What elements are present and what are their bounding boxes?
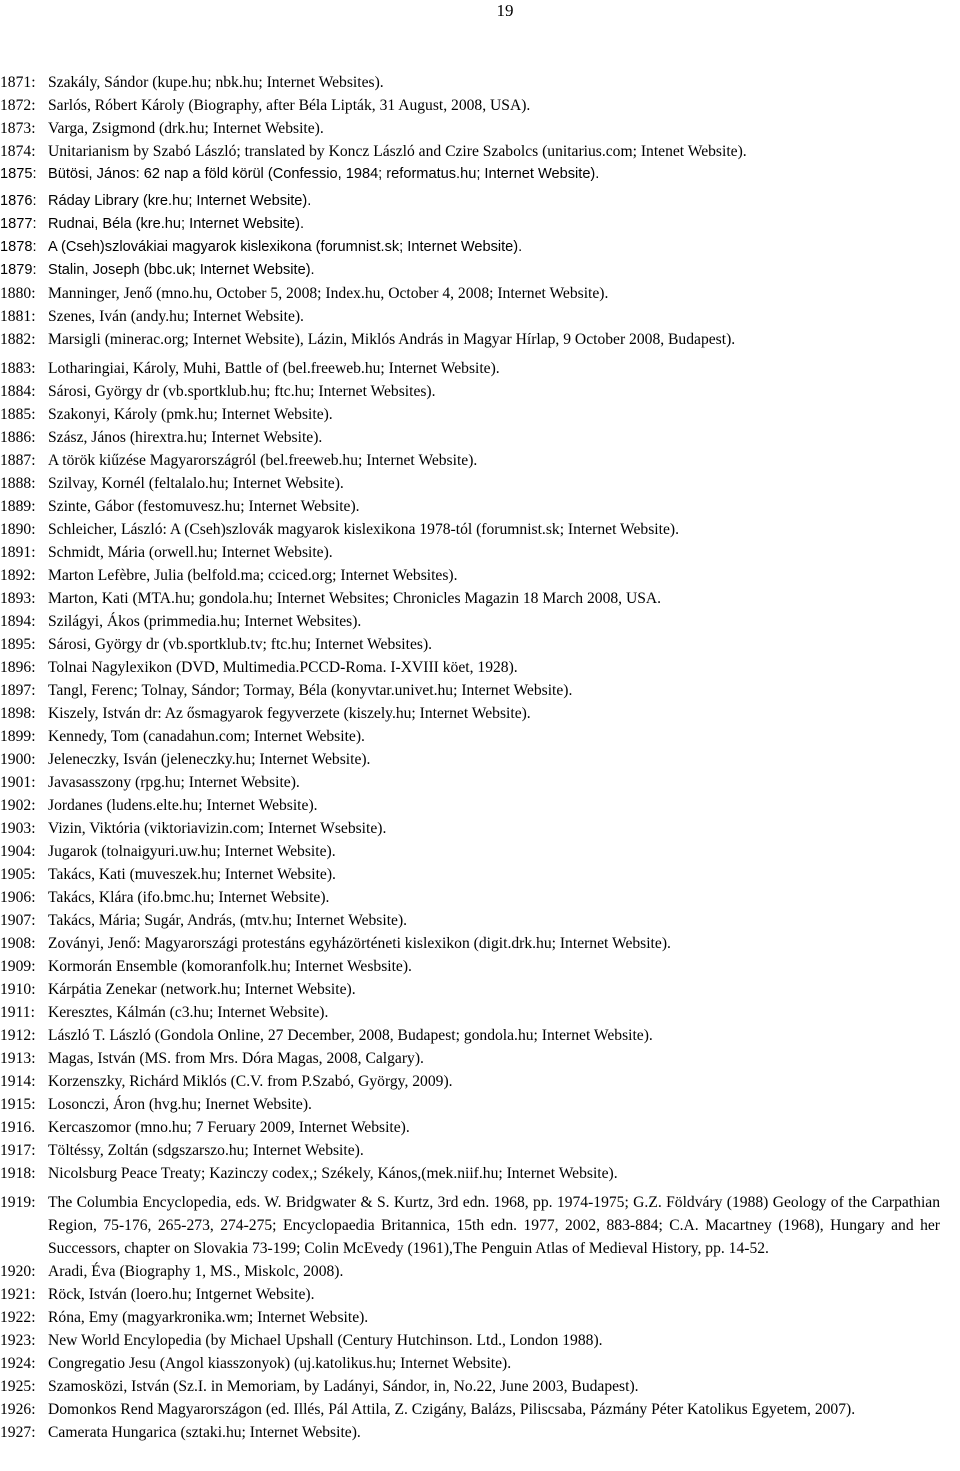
entry-number: 1917: xyxy=(0,1142,36,1159)
reference-entry xyxy=(0,771,940,794)
reference-entry xyxy=(0,1162,940,1185)
reference-list xyxy=(0,71,940,1444)
reference-entry xyxy=(0,610,940,633)
entry-number: 1909: xyxy=(0,958,36,975)
entry-number: 1887: xyxy=(0,452,36,469)
entry-text: Vizin, Viktória (viktoriavizin.com; Internet Wsebsite). xyxy=(48,820,387,837)
entry-text: Kárpátia Zenekar (network.hu; Internet Website). xyxy=(48,981,356,998)
entry-text: Magas, István (MS. from Mrs. Dóra Magas, 2008, Calgary). xyxy=(48,1050,424,1067)
entry-text: Kiszely, István dr: Az ősmagyarok fegyverzete (kiszely.hu; Internet Website). xyxy=(48,705,531,722)
reference-entry xyxy=(0,259,940,282)
entry-text: Javasasszony (rpg.hu; Internet Website). xyxy=(48,774,300,791)
entry-number: 1908: xyxy=(0,935,36,952)
entry-number: 1912: xyxy=(0,1027,36,1044)
reference-entry xyxy=(0,1283,940,1306)
entry-number: 1895: xyxy=(0,636,36,653)
reference-entry xyxy=(0,817,940,840)
reference-entry xyxy=(0,955,940,978)
entry-text: László T. László (Gondola Online, 27 December, 2008, Budapest; gondola.hu; Internet Website). xyxy=(48,1027,653,1044)
entry-text: Szilágyi, Ákos (primmedia.hu; Internet Websites). xyxy=(48,613,362,630)
entry-text: A török kiűzése Magyarországról (bel.freeweb.hu; Internet Website). xyxy=(48,452,478,469)
entry-text: Kercaszomor (mno.hu; 7 Feruary 2009, Internet Website). xyxy=(48,1119,410,1136)
reference-entry xyxy=(0,656,940,679)
entry-text: Lotharingiai, Károly, Muhi, Battle of (bel.freeweb.hu; Internet Website). xyxy=(48,360,500,377)
entry-number: 1876: xyxy=(0,193,37,209)
reference-entry xyxy=(0,1352,940,1375)
reference-entry xyxy=(0,1024,940,1047)
reference-entry xyxy=(0,633,940,656)
entry-text: Sarlós, Róbert Károly (Biography, after Béla Lipták, 31 August, 2008, USA). xyxy=(48,97,531,114)
reference-entry xyxy=(0,1260,940,1283)
entry-text: Sárosi, György dr (vb.sportklub.tv; ftc.hu; Internet Websites). xyxy=(48,636,433,653)
entry-number: 1918: xyxy=(0,1165,36,1182)
reference-entry xyxy=(0,840,940,863)
entry-text: Unitarianism by Szabó László; translated by Koncz László and Czire Szabolcs (unitarius.com; Intenet Website). xyxy=(48,143,747,160)
entry-text: Szilvay, Kornél (feltalalo.hu; Internet Website). xyxy=(48,475,344,492)
reference-entry xyxy=(0,94,940,117)
entry-text: New World Encylopedia (by Michael Upshall (Century Hutchinson. Ltd., London 1988). xyxy=(48,1332,603,1349)
entry-number: 1923: xyxy=(0,1332,36,1349)
entry-number: 1879: xyxy=(0,262,37,278)
entry-number: 1878: xyxy=(0,239,37,255)
entry-number: 1924: xyxy=(0,1355,36,1372)
entry-text: Szakály, Sándor (kupe.hu; nbk.hu; Internet Websites). xyxy=(48,74,384,91)
entry-number: 1919: xyxy=(0,1194,36,1211)
reference-entry xyxy=(0,140,940,163)
reference-entry xyxy=(0,1191,940,1260)
reference-entry xyxy=(0,725,940,748)
reference-entry xyxy=(0,1047,940,1070)
entry-text: Röck, István (loero.hu; Intgernet Website). xyxy=(48,1286,315,1303)
reference-entry xyxy=(0,426,940,449)
entry-number: 1883: xyxy=(0,360,36,377)
reference-entry xyxy=(0,213,940,236)
entry-text: Losonczi, Áron (hvg.hu; Inernet Website). xyxy=(48,1096,312,1113)
reference-entry xyxy=(0,886,940,909)
entry-number: 1907: xyxy=(0,912,36,929)
entry-number: 1881: xyxy=(0,308,36,325)
entry-number: 1916. xyxy=(0,1119,36,1136)
entry-number: 1914: xyxy=(0,1073,36,1090)
entry-text: Korzenszky, Richárd Miklós (C.V. from P.Szabó, György, 2009). xyxy=(48,1073,453,1090)
entry-number: 1903: xyxy=(0,820,36,837)
entry-number: 1885: xyxy=(0,406,36,423)
entry-text: Marton, Kati (MTA.hu; gondola.hu; Internet Websites; Chronicles Magazin 18 March 2008, USA. xyxy=(48,590,662,607)
reference-entry xyxy=(0,909,940,932)
reference-entry xyxy=(0,1070,940,1093)
entry-number: 1874: xyxy=(0,143,36,160)
entry-text: Stalin, Joseph (bbc.uk; Internet Website). xyxy=(48,262,315,278)
entry-number: 1890: xyxy=(0,521,36,538)
entry-text: Marsigli (minerac.org; Internet Website), Lázin, Miklós András in Magyar Hírlap, 9 October 2008, Budapest). xyxy=(48,331,736,348)
entry-number: 1921: xyxy=(0,1286,36,1303)
entry-number: 1877: xyxy=(0,216,37,232)
entry-text: Kennedy, Tom (canadahun.com; Internet Website). xyxy=(48,728,365,745)
entry-text: Töltéssy, Zoltán (sdgszarszo.hu; Internet Website). xyxy=(48,1142,364,1159)
entry-text: Takács, Mária; Sugár, András, (mtv.hu; Internet Website). xyxy=(48,912,408,929)
entry-text: Jordanes (ludens.elte.hu; Internet Website). xyxy=(48,797,318,814)
reference-entry xyxy=(0,1116,940,1139)
reference-entry xyxy=(0,305,940,328)
reference-entry xyxy=(0,863,940,886)
entry-text: Zoványi, Jenő: Magyarországi protestáns egyházörténeti kislexikon (digit.drk.hu; Internet Website). xyxy=(48,935,671,952)
entry-text: Jeleneczky, Isván (jeleneczky.hu; Internet Website). xyxy=(48,751,371,768)
entry-number: 1902: xyxy=(0,797,36,814)
entry-number: 1872: xyxy=(0,97,36,114)
entry-number: 1896: xyxy=(0,659,36,676)
reference-entry xyxy=(0,357,940,380)
reference-entry xyxy=(0,328,940,351)
entry-text: Varga, Zsigmond (drk.hu; Internet Website). xyxy=(48,120,324,137)
entry-number: 1888: xyxy=(0,475,36,492)
entry-number: 1905: xyxy=(0,866,36,883)
entry-number: 1873: xyxy=(0,120,36,137)
entry-text: Szamosközi, István (Sz.I. in Memoriam, by Ladányi, Sándor, in, No.22, June 2003, Budapest). xyxy=(48,1378,639,1395)
reference-entry xyxy=(0,932,940,955)
reference-entry xyxy=(0,1306,940,1329)
reference-entry xyxy=(0,1398,940,1421)
entry-number: 1893: xyxy=(0,590,36,607)
entry-number: 1904: xyxy=(0,843,36,860)
entry-text: Róna, Emy (magyarkronika.wm; Internet Website). xyxy=(48,1309,369,1326)
reference-entry xyxy=(0,1329,940,1352)
entry-text: Manninger, Jenő (mno.hu, October 5, 2008; Index.hu, October 4, 2008; Internet Website). xyxy=(48,285,609,302)
entry-text: Kormorán Ensemble (komoranfolk.hu; Internet Wesbsite). xyxy=(48,958,412,975)
entry-text: Camerata Hungarica (sztaki.hu; Internet Website). xyxy=(48,1424,361,1441)
entry-text: Aradi, Éva (Biography 1, MS., Miskolc, 2008). xyxy=(48,1263,344,1280)
reference-entry xyxy=(0,117,940,140)
entry-text: Keresztes, Kálmán (c3.hu; Internet Website). xyxy=(48,1004,329,1021)
reference-entry xyxy=(0,518,940,541)
entry-number: 1898: xyxy=(0,705,36,722)
entry-number: 1906: xyxy=(0,889,36,906)
entry-number: 1886: xyxy=(0,429,36,446)
entry-number: 1910: xyxy=(0,981,36,998)
entry-number: 1880: xyxy=(0,285,36,302)
entry-text: Rudnai, Béla (kre.hu; Internet Website). xyxy=(48,216,305,232)
entry-text: Tolnai Nagylexikon (DVD, Multimedia.PCCD-Roma. I-XVIII köet, 1928). xyxy=(48,659,518,676)
entry-number: 1925: xyxy=(0,1378,36,1395)
reference-entry xyxy=(0,163,940,186)
entry-number: 1915: xyxy=(0,1096,36,1113)
entry-number: 1897: xyxy=(0,682,36,699)
reference-entry xyxy=(0,748,940,771)
entry-text: Szakonyi, Károly (pmk.hu; Internet Website). xyxy=(48,406,333,423)
reference-entry xyxy=(0,495,940,518)
entry-text: Takács, Klára (ifo.bmc.hu; Internet Website). xyxy=(48,889,330,906)
entry-text: Takács, Kati (muveszek.hu; Internet Website). xyxy=(48,866,336,883)
reference-entry xyxy=(0,449,940,472)
entry-text: Jugarok (tolnaigyuri.uw.hu; Internet Website). xyxy=(48,843,336,860)
entry-text: Sárosi, György dr (vb.sportklub.hu; ftc.hu; Internet Websites). xyxy=(48,383,436,400)
entry-number: 1911: xyxy=(0,1004,35,1021)
entry-number: 1894: xyxy=(0,613,36,630)
reference-entry xyxy=(0,1421,940,1444)
entry-number: 1891: xyxy=(0,544,36,561)
reference-entry xyxy=(0,282,940,305)
entry-text: Schleicher, László: A (Cseh)szlovák magyarok kislexikona 1978-tól (forumnist.sk; Internet Website). xyxy=(48,521,679,538)
entry-number: 1922: xyxy=(0,1309,36,1326)
entry-text: Marton Lefèbre, Julia (belfold.ma; cciced.org; Internet Websites). xyxy=(48,567,458,584)
entry-text: Szász, János (hirextra.hu; Internet Website). xyxy=(48,429,323,446)
reference-entry xyxy=(0,236,940,259)
entry-number: 1892: xyxy=(0,567,36,584)
reference-entry xyxy=(0,1139,940,1162)
entry-text: A (Cseh)szlovákiai magyarok kislexikona (forumnist.sk; Internet Website). xyxy=(48,239,523,255)
reference-entry xyxy=(0,541,940,564)
entry-number: 1926: xyxy=(0,1401,36,1418)
reference-entry xyxy=(0,978,940,1001)
reference-entry xyxy=(0,679,940,702)
reference-entry xyxy=(0,587,940,610)
entry-number: 1889: xyxy=(0,498,36,515)
entry-number: 1882: xyxy=(0,331,36,348)
entry-number: 1899: xyxy=(0,728,36,745)
entry-text: Szenes, Iván (andy.hu; Internet Website). xyxy=(48,308,304,325)
entry-number: 1884: xyxy=(0,383,36,400)
entry-text: Nicolsburg Peace Treaty; Kazinczy codex,; Székely, Kános,(mek.niif.hu; Internet Website). xyxy=(48,1165,618,1182)
reference-entry xyxy=(0,190,940,213)
entry-number: 1927: xyxy=(0,1424,36,1441)
entry-text: The Columbia Encyclopedia, eds. W. Bridgwater & S. Kurtz, 3rd edn. 1968, pp. 1974-1975; G.Z. Földváry (1988) Geology of the Carpathian Region, 75-176, 265-273, 274-275; Encyclopaedia Britannica, 15th edn. 1977, 2002, 883-884; C.A. Macartney (1968), Hungary and her Successors, chapter on Slovakia 73-199; Colin McEvedy (1961),The Penguin Atlas of Medieval History, pp. 14-52. xyxy=(48,1194,940,1257)
entry-text: Tangl, Ferenc; Tolnay, Sándor; Tormay, Béla (konyvtar.univet.hu; Internet Website). xyxy=(48,682,573,699)
page-number: 19 xyxy=(496,1,514,20)
entry-number: 1913: xyxy=(0,1050,36,1067)
reference-entry xyxy=(0,472,940,495)
entry-number: 1875: xyxy=(0,166,37,182)
reference-entry xyxy=(0,702,940,725)
entry-text: Congregatio Jesu (Angol kiasszonyok) (uj.katolikus.hu; Internet Website). xyxy=(48,1355,512,1372)
reference-entry xyxy=(0,1001,940,1024)
entry-number: 1871: xyxy=(0,74,36,91)
reference-entry xyxy=(0,564,940,587)
entry-text: Szinte, Gábor (festomuvesz.hu; Internet Website). xyxy=(48,498,360,515)
reference-entry xyxy=(0,71,940,94)
reference-entry xyxy=(0,380,940,403)
reference-entry xyxy=(0,794,940,817)
entry-text: Ráday Library (kre.hu; Internet Website). xyxy=(48,193,312,209)
entry-number: 1901: xyxy=(0,774,36,791)
entry-text: Domonkos Rend Magyarországon (ed. Illés, Pál Attila, Z. Czigány, Balázs, Piliscsaba, Pázmány Péter Katolikus Egyetem, 2007). xyxy=(48,1401,856,1418)
entry-number: 1900: xyxy=(0,751,36,768)
reference-entry xyxy=(0,1375,940,1398)
entry-text: Bütösi, János: 62 nap a föld körül (Confessio, 1984; reformatus.hu; Internet Website). xyxy=(48,166,600,182)
reference-entry xyxy=(0,403,940,426)
entry-text: Schmidt, Mária (orwell.hu; Internet Website). xyxy=(48,544,333,561)
entry-number: 1920: xyxy=(0,1263,36,1280)
reference-entry xyxy=(0,1093,940,1116)
